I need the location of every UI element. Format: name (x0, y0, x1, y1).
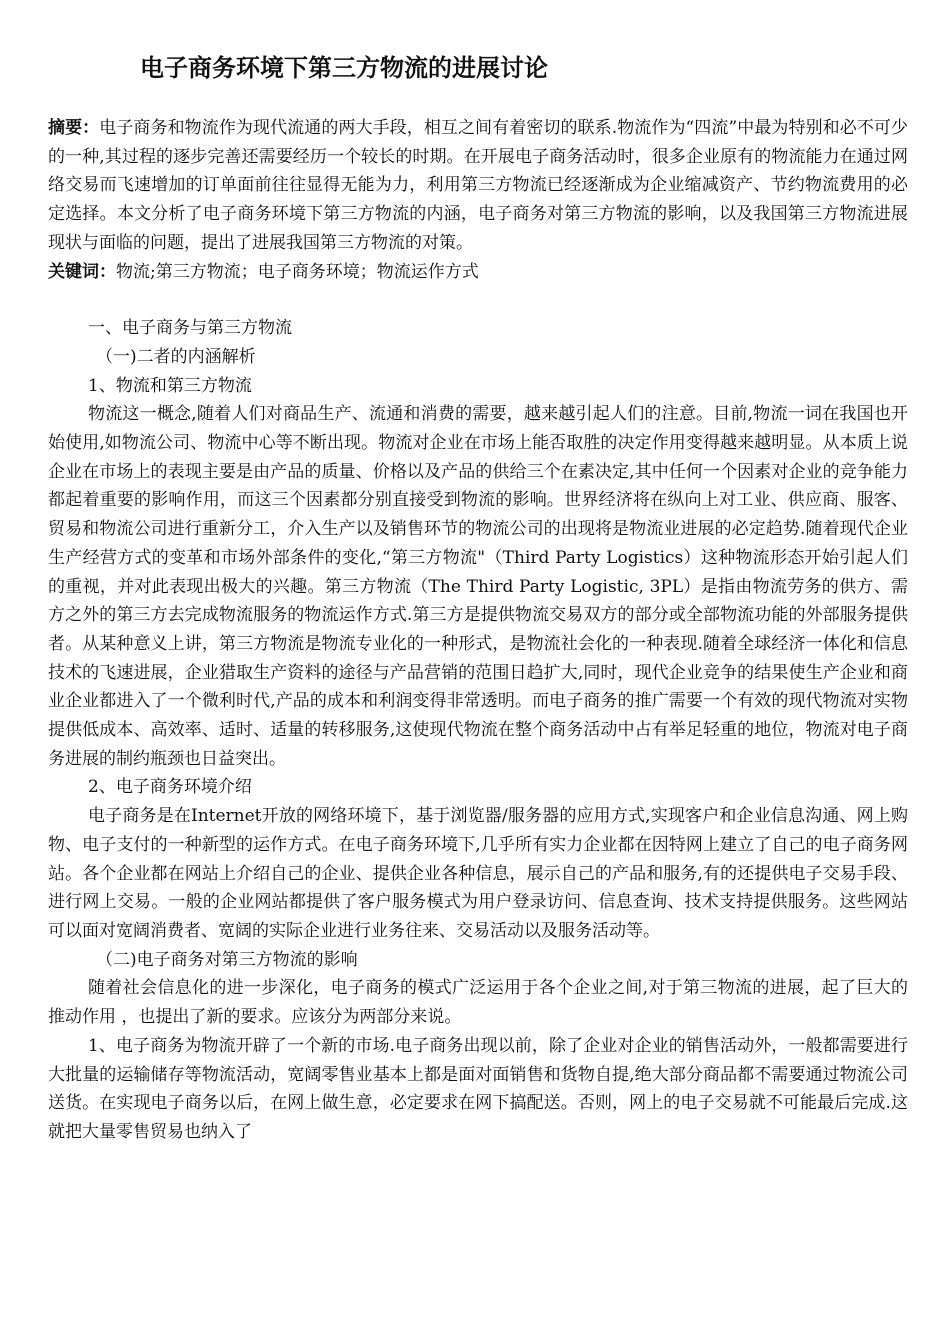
keywords-text: 物流;第三方物流；电子商务环境；物流运作方式 (116, 261, 479, 282)
section-heading-1: 一、电子商务与第三方物流 (88, 318, 292, 339)
section-spacer (48, 286, 908, 314)
item-heading-2: 2、电子商务环境介绍 (88, 777, 252, 798)
document-body (48, 114, 908, 1147)
item-heading-1: 1、物流和第三方物流 (88, 375, 252, 396)
abstract-text: 电子商务和物流作为现代流通的两大手段，相互之间有着密切的联系.物流作为“四流”中最为特别和必不可少的一种,其过程的逐步完善还需要经历一个较长的时期。在开展电子商务活动时，很多企业原有的物流能力在通过网络交易而飞速增加的订单面前往往显得无能为力，利用第三方物流已经逐渐成为企业缩减资产、节约物流费用的必定选择。本文分析了电子商务环境下第三方物流的内涵，电子商务对第三方物流的影响，以及我国第三方物流进展现状与面临的问题，提出了进展我国第三方物流的对策。 (48, 118, 908, 253)
keywords-label: 关键词： (48, 261, 116, 282)
body-paragraph-2: 电子商务是在Internet开放的网络环境下，基于浏览器/服务器的应用方式,实现客户和企业信息沟通、网上购物、电子支付的一种新型的运作方式。在电子商务环境下,几乎所有实力企业都在因特网上建立了自己的电子商务网站。各个企业都在网站上介绍自己的企业、提供企业各种信息，展示自己的产品和服务,有的还提供电子交易手段、进行网上交易。一般的企业网站都提供了客户服务模式为用户登录访问、信息查询、技术支持提供服务。这些网站可以面对宽阔消费者、宽阔的实际企业进行业务往来、交易活动以及服务活动等。 (48, 806, 908, 941)
body-paragraph-4: 1、电子商务为物流开辟了一个新的市场.电子商务出现以前，除了企业对企业的销售活动外，一般都需要进行大批量的运输储存等物流活动，宽阔零售业基本上都是面对面销售和货物自提,绝大部分商品都不需要通过物流公司送货。在实现电子商务以后，在网上做生意，必定要求在网下搞配送。否则，网上的电子交易就不可能最后完成.这就把大量零售贸易也纳入了 (48, 1035, 908, 1142)
body-paragraph-3: 随着社会信息化的进一步深化，电子商务的模式广泛运用于各个企业之间,对于第三物流的进展，起了巨大的推动作用 ，也提出了新的要求。应该分为两部分来说。 (48, 978, 908, 1028)
abstract-label: 摘要： (48, 118, 100, 138)
subsection-heading-2: （二)电子商务对第三方物流的影响 (96, 949, 358, 970)
body-paragraph-1: 物流这一概念,随着人们对商品生产、流通和消费的需要，越来越引起人们的注意。目前,物流一词在我国也开始使用,如物流公司、物流中心等不断出现。物流对企业在市场上能否取胜的决定作用变得越来越明显。从本质上说企业在市场上的表现主要是由产品的质量、价格以及产品的供给三个在素决定,其中任何一个因素对企业的竞争能力都起着重要的影响作用，而这三个因素都分别直接受到物流的影响。世界经济将在纵向上对工业、供应商、服客、贸易和物流公司进行重新分工，介入生产以及销售环节的物流公司的出现将是物流业进展的必定趋势.随着现代企业生产经营方式的变革和市场外部条件的变化,“第三方物流"（Third Party Logistics）这种物流形态开始引起人们的重视，并对此表现出极大的兴趣。第三方物流（The Third Party Logistic, 3PL）是指由物流劳务的供方、需方之外的第三方去完成物流服务的物流运作方式.第三方是提供物流交易双方的部分或全部物流功能的外部服务提供者。从某种意义上讲，第三方物流是物流专业化的一种形式，是物流社会化的一种表现.随着全球经济一体化和信息技术的飞速进展，企业猎取生产资料的途径与产品营销的范围日趋扩大,同时，现代企业竞争的结果使生产企业和商业企业都进入了一个微利时代,产品的成本和利润变得非常透明。而电子商务的推广需要一个有效的现代物流对实物提供低成本、高效率、适时、适量的转移服务,这使现代物流在整个商务活动中占有举足轻重的地位，物流对电子商务进展的制约瓶颈也日益突出。 (48, 404, 908, 769)
keywords-paragraph (48, 258, 908, 287)
subsection-heading-1: （一)二者的内涵解析 (96, 346, 256, 367)
abstract-paragraph (48, 114, 908, 258)
document-title: 电子商务环境下第三方物流的进展讨论 (140, 54, 548, 82)
